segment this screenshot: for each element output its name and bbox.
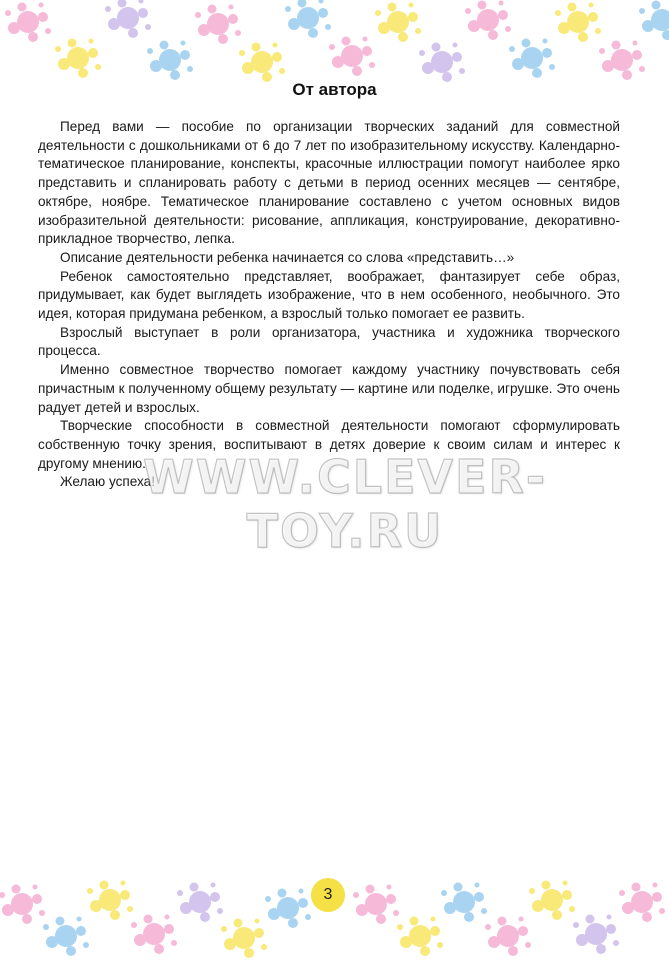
paragraph-intro: Перед вами — пособие по организации творческих заданий для совместной деятельности с дошкольниками от 6 до 7 лет по изобразительному искусству. Календарно-тематическое планирование, конспекты, красочные иллюстрации помогут наиболее ярко представить и спланировать работу с детьми в период осенних месяцев — сентябре, октябре, ноябре. Тематическое планирование составлено с учетом основных видов изобразительной деятельности: рисование, аппликация, конструирование, декоративно-прикладное творчество, лепка.	[38, 119, 620, 247]
author-foreword-text	[38, 118, 620, 492]
page-number: 3	[323, 886, 333, 903]
paragraph-creative-abilities: Творческие способности в совместной деятельности помогают сформулировать собственную точку зрения, воспитывают в детях доверие к своим силам и интерес к другому мнению.	[38, 418, 620, 471]
decorative-paint-splash-top	[0, 0, 669, 86]
page-title: От автора	[292, 80, 377, 99]
paragraph-child-imagination: Ребенок самостоятельно представляет, воображает, фантазирует себе образ, придумывает, как будет выглядеть изображение, что в нем особенного, необычного. Это идея, которая придумана ребенком, а взрослый только помогает ее развить.	[38, 268, 620, 322]
paragraph-joint-creativity: Именно совместное творчество помогает каждому участнику почувствовать себя причастным к полученному общему результату — картине или поделке, игрушке. Это очень радует детей и взрослых.	[38, 362, 620, 415]
paragraph-closing-wish: Желаю успеха!	[60, 474, 156, 490]
paint-splash-pattern-top	[0, 0, 669, 86]
paragraph-description: Описание деятельности ребенка начинается со слова «представить…»	[60, 249, 515, 265]
watermark: WWW.CLEVER-TOY.RU	[143, 450, 547, 558]
page-number-badge	[311, 878, 345, 912]
paragraph-adult-role: Взрослый выступает в роли организатора, участника и художника творческого процесса.	[38, 324, 620, 359]
